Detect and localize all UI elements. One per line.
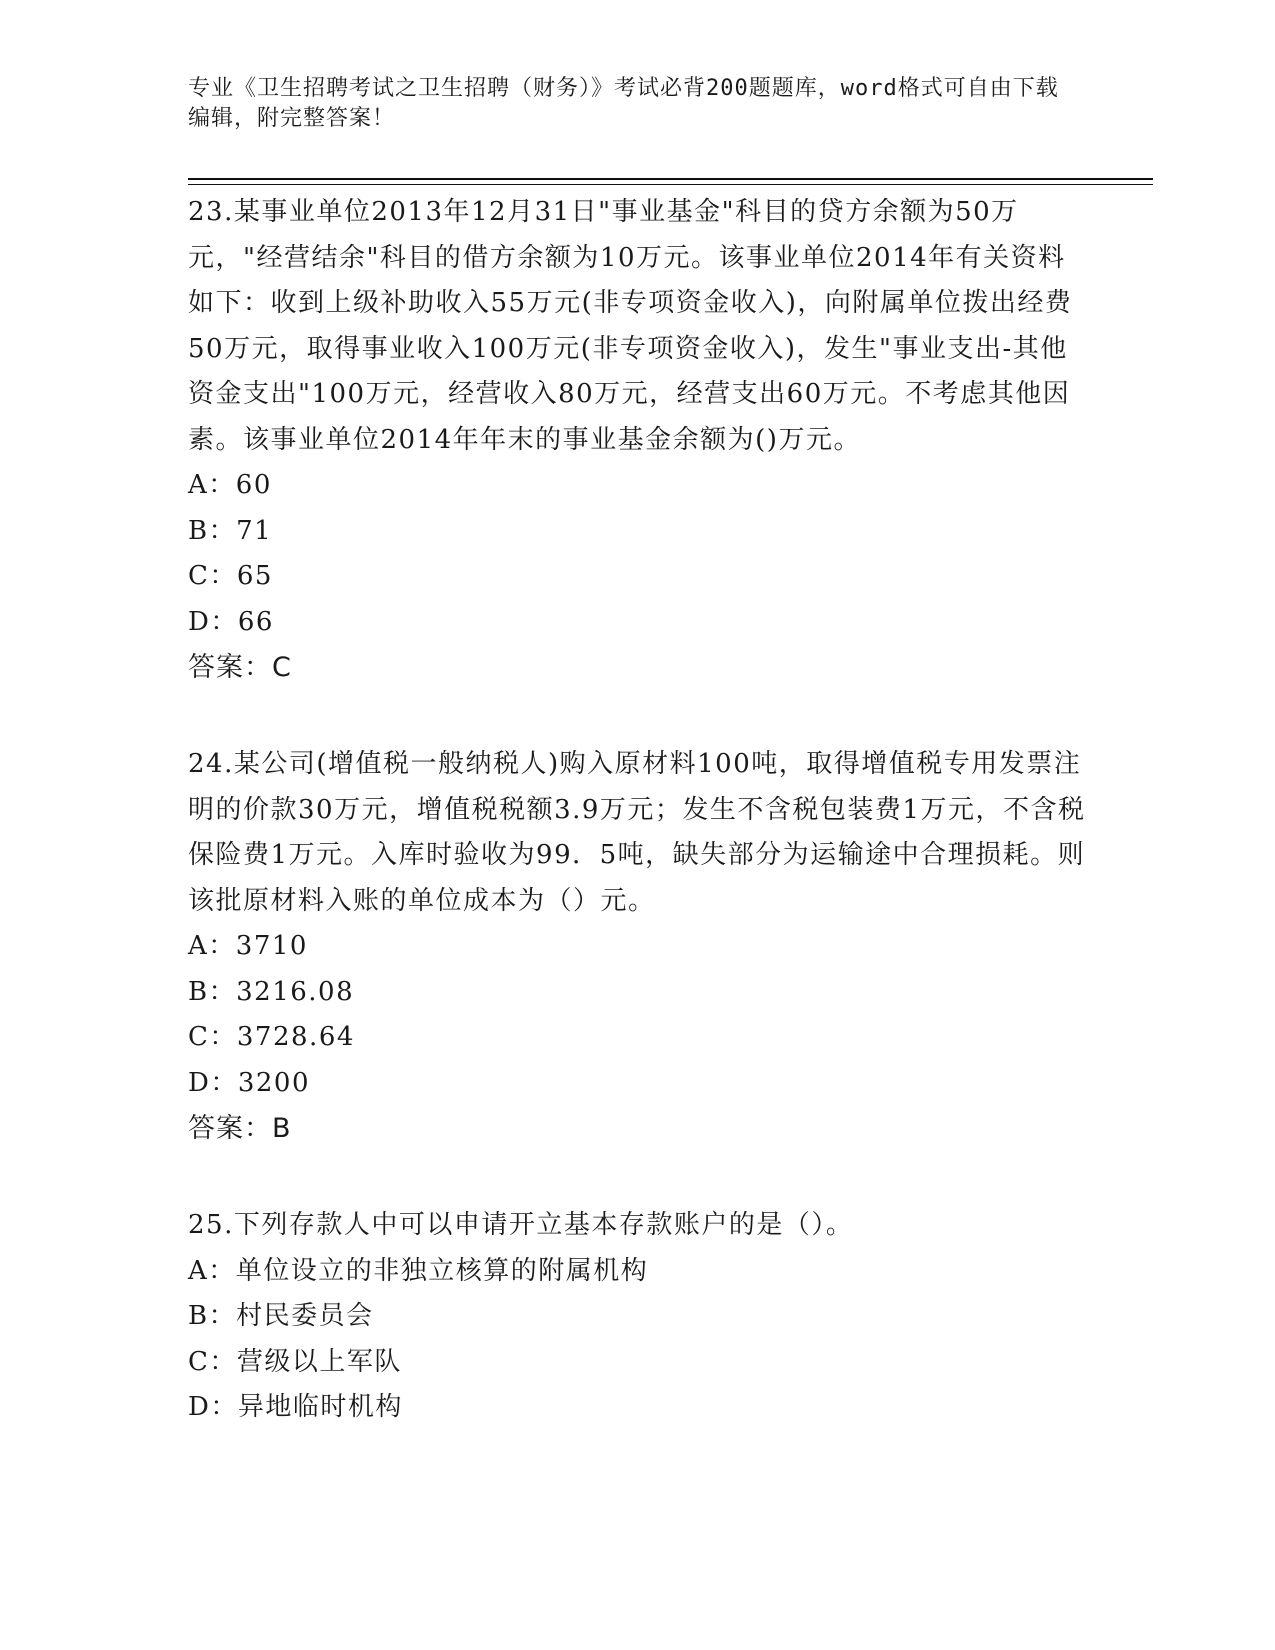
option-c: C：65 <box>188 561 273 591</box>
question-23 <box>188 190 1088 691</box>
option-c: C：营级以上军队 <box>188 1346 402 1377</box>
option-d: D：异地临时机构 <box>188 1392 403 1422</box>
question-list <box>188 190 1088 1482</box>
answer-label: 答案：B <box>188 1113 292 1144</box>
question-25 <box>188 1203 1088 1431</box>
header-divider-thin <box>188 184 1153 185</box>
option-d: D：66 <box>188 606 274 637</box>
option-b: B：村民委员会 <box>188 1301 374 1331</box>
option-b: B：71 <box>188 515 273 546</box>
answer-label: 答案：C <box>188 652 292 683</box>
option-c: C：3728.64 <box>188 1022 355 1052</box>
question-stem: 25.下列存款人中可以申请开立基本存款账户的是（）。 <box>188 1210 854 1240</box>
question-stem: 23.某事业单位2013年12月31日"事业基金"科目的贷方余额为50万元，"经营结余"科目的借方余额为10万元。该事业单位2014年有关资料如下：收到上级补助收入55万元(非专项资金收入)，向附属单位拨出经费50万元，取得事业收入100万元(非专项资金收入)，发生"事业支出-其他资金支出"100万元，经营收入80万元，经营支出60万元。不考虑其他因素。该事业单位2014年年末的事业基金余额为()万元。 <box>188 197 1073 455</box>
option-b: B：3216.08 <box>188 976 355 1007</box>
header-divider-thick <box>188 178 1153 180</box>
option-d: D：3200 <box>188 1067 311 1098</box>
option-a: A：3710 <box>188 931 308 961</box>
question-24 <box>188 742 1088 1152</box>
document-header: 专业《卫生招聘考试之卫生招聘（财务）》考试必背200题题库，word格式可自由下载编辑，附完整答案！ <box>188 76 1059 131</box>
option-a: A：单位设立的非独立核算的附属机构 <box>188 1255 649 1286</box>
question-stem: 24.某公司(增值税一般纳税人)购入原材料100吨，取得增值税专用发票注明的价款30万元，增值税税额3.9万元；发生不含税包装费1万元，不含税保险费1万元。入库时验收为99．5吨，缺失部分为运输途中合理损耗。则该批原材料入账的单位成本为（）元。 <box>188 749 1086 916</box>
option-a: A：60 <box>188 470 272 500</box>
